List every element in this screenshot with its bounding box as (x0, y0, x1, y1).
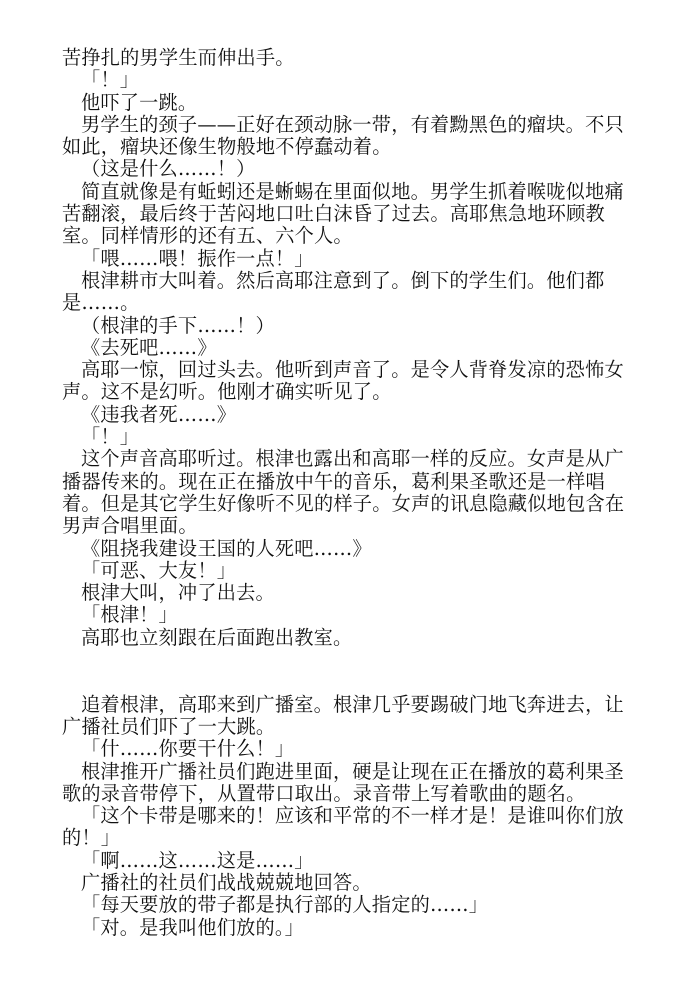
text-line-22: 男声合唱里面。 (62, 514, 198, 538)
text-line-1: 苦挣扎的男学生而伸出手。 (62, 46, 295, 69)
text-line-37: 「啊……这……这是……」 (81, 848, 314, 872)
text-line-19: 这个声音高耶听过。根津也露出和高耶一样的反应。女声是从广 (81, 447, 624, 471)
text-line-15: 高耶一惊，回过头去。他听到声音了。是令人背脊发凉的恐怖女 (81, 358, 624, 382)
blank-line-1 (62, 649, 627, 671)
text-line-27: 高耶也立刻跟在后面跑出教室。 (81, 625, 353, 649)
text-line-35: 「这个卡带是哪来的！应该和平常的不一样才是！是谁叫你们放 (81, 804, 624, 828)
text-line-16: 声。这不是幻听。他刚才确实听见了。 (62, 380, 392, 404)
blank-line-2 (62, 671, 627, 693)
text-line-10: 「喂……喂！振作一点！」 (81, 246, 314, 270)
document-page (62, 47, 627, 939)
text-line-4: 男学生的颈子——正好在颈动脉一带，有着黝黑色的瘤块。不只 (81, 112, 624, 136)
text-line-32: 「什……你要干什么！」 (81, 737, 295, 761)
text-line-25: 根津大叫，冲了出去。 (81, 581, 275, 605)
text-line-21: 着。但是其它学生好像听不见的样子。女声的讯息隐藏似地包含在 (62, 491, 625, 515)
text-line-26: 「根津！」 (81, 603, 178, 627)
text-line-31: 广播社员们吓了一大跳。 (62, 714, 276, 738)
text-line-36: 的！」 (62, 826, 121, 850)
text-line-7: 简直就像是有蚯蚓还是蜥蜴在里面似地。男学生抓着喉咙似地痛 (81, 179, 624, 203)
text-line-12: 是……。 (62, 291, 140, 315)
text-line-23: 《阻挠我建设王国的人死吧……》 (81, 536, 372, 560)
text-line-11: 根津耕市大叫着。然后高耶注意到了。倒下的学生们。他们都 (81, 268, 605, 292)
text-line-40: 「对。是我叫他们放的。」 (81, 915, 305, 939)
text-line-18: 「！」 (81, 425, 140, 449)
text-line-9: 室。同样情形的还有五、六个人。 (62, 224, 353, 248)
text-line-8: 苦翻滚，最后终于苦闷地口吐白沫昏了过去。高耶焦急地环顾教 (62, 202, 605, 226)
text-line-14: 《去死吧……》 (81, 335, 217, 359)
text-line-24: 「可恶、大友！」 (81, 558, 237, 582)
text-line-6: （这是什么……！） (81, 157, 256, 181)
text-line-38: 广播社的社员们战战兢兢地回答。 (81, 870, 372, 894)
text-line-5: 如此，瘤块还像生物般地不停蠢动着。 (62, 135, 392, 159)
text-line-30: 追着根津，高耶来到广播室。根津几乎要踢破门地飞奔进去，让 (81, 692, 624, 716)
text-line-13: （根津的手下……！） (81, 313, 275, 337)
text-line-33: 根津推开广播社员们跑进里面，硬是让现在正在播放的葛利果圣 (81, 759, 624, 783)
text-line-34: 歌的录音带停下，从置带口取出。录音带上写着歌曲的题名。 (62, 781, 586, 805)
text-line-3: 他吓了一跳。 (81, 90, 198, 114)
text-line-2: 「！」 (81, 68, 140, 92)
text-line-20: 播器传来的。现在正在播放中午的音乐，葛利果圣歌还是一样唱 (62, 469, 605, 493)
text-line-17: 《违我者死……》 (81, 402, 237, 426)
text-line-39: 「每天要放的带子都是执行部的人指定的……」 (81, 893, 489, 917)
